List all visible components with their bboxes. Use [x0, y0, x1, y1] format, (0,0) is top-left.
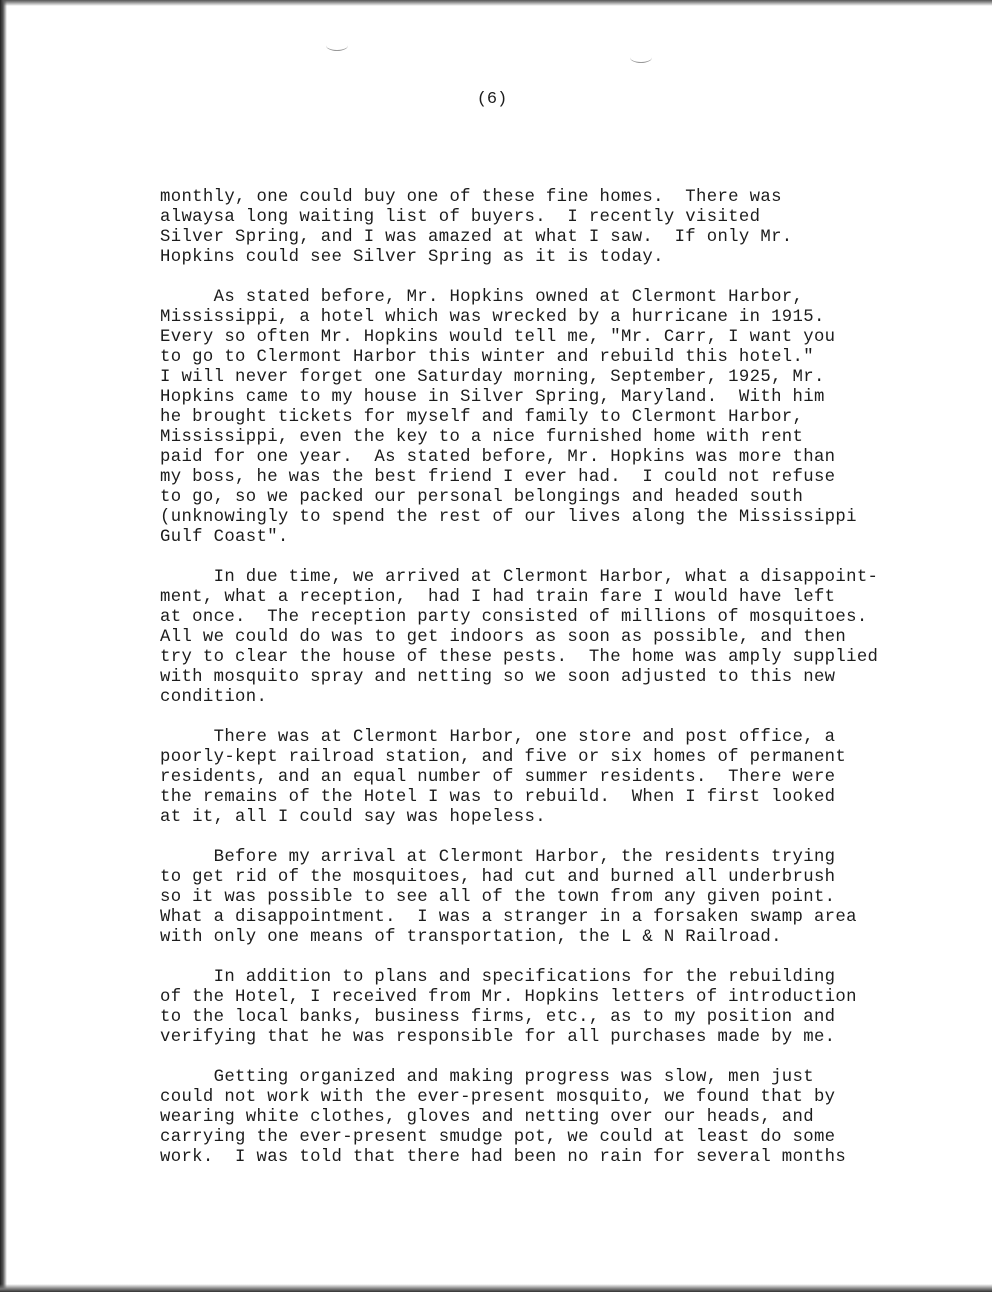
text-line: Mississippi, even the key to a nice furnished home with rent — [160, 428, 804, 447]
text-line: Every so often Mr. Hopkins would tell me, "Mr. Carr, I want you — [160, 328, 836, 347]
text-line: As stated before, Mr. Hopkins owned at Clermont Harbor, — [160, 288, 804, 307]
paragraph — [160, 568, 980, 708]
text-line: Hopkins came to my house in Silver Spring, Maryland. With him — [160, 388, 825, 407]
paragraph — [160, 848, 980, 948]
text-line: my boss, he was the best friend I ever had. I could not refuse — [160, 468, 836, 487]
text-line: with mosquito spray and netting so we soon adjusted to this new — [160, 668, 836, 687]
text-line: Getting organized and making progress was slow, men just — [160, 1068, 814, 1087]
text-line: to go to Clermont Harbor this winter and rebuild this hotel." — [160, 348, 814, 367]
paragraph — [160, 968, 980, 1048]
text-line: to the local banks, business firms, etc., as to my position and — [160, 1008, 836, 1027]
text-line: monthly, one could buy one of these fine homes. There was — [160, 188, 782, 207]
text-line: carrying the ever-present smudge pot, we could at least do some — [160, 1128, 836, 1147]
text-line: What a disappointment. I was a stranger in a forsaken swamp area — [160, 908, 857, 927]
text-line: alwaysa long waiting list of buyers. I recently visited — [160, 208, 761, 227]
paragraph — [160, 288, 980, 548]
text-line: paid for one year. As stated before, Mr. Hopkins was more than — [160, 448, 836, 467]
paragraph — [160, 1068, 980, 1168]
text-line: wearing white clothes, gloves and netting over our heads, and — [160, 1108, 814, 1127]
scan-mark — [326, 40, 348, 51]
text-line: of the Hotel, I received from Mr. Hopkins letters of introduction — [160, 988, 857, 1007]
text-line: In due time, we arrived at Clermont Harbor, what a disappoint- — [160, 568, 879, 587]
page-top-edge — [0, 0, 992, 6]
text-line: the remains of the Hotel I was to rebuild. When I first looked — [160, 788, 836, 807]
text-line: All we could do was to get indoors as soon as possible, and then — [160, 628, 847, 647]
text-line: Mississippi, a hotel which was wrecked by a hurricane in 1915. — [160, 308, 825, 327]
text-line: to get rid of the mosquitoes, had cut and burned all underbrush — [160, 868, 836, 887]
text-line: Gulf Coast". — [160, 528, 289, 547]
paragraph — [160, 188, 980, 268]
text-line: In addition to plans and specifications for the rebuilding — [160, 968, 836, 987]
text-line: Before my arrival at Clermont Harbor, the residents trying — [160, 848, 836, 867]
text-line: Hopkins could see Silver Spring as it is today. — [160, 248, 664, 267]
text-line: try to clear the house of these pests. The home was amply supplied — [160, 648, 879, 667]
text-line: condition. — [160, 688, 268, 707]
body-text — [160, 188, 980, 1188]
text-line: at once. The reception party consisted of millions of mosquitoes. — [160, 608, 868, 627]
paragraph — [160, 728, 980, 828]
text-line: residents, and an equal number of summer residents. There were — [160, 768, 836, 787]
page-bottom-edge — [0, 1284, 992, 1292]
text-line: I will never forget one Saturday morning, September, 1925, Mr. — [160, 368, 825, 387]
scan-mark — [630, 52, 652, 63]
text-line: poorly-kept railroad station, and five or six homes of permanent — [160, 748, 847, 767]
text-line: at it, all I could say was hopeless. — [160, 808, 546, 827]
page-number: (6) — [476, 90, 508, 109]
text-line: with only one means of transportation, the L & N Railroad. — [160, 928, 782, 947]
text-line: ment, what a reception, had I had train fare I would have left — [160, 588, 836, 607]
text-line: could not work with the ever-present mosquito, we found that by — [160, 1088, 836, 1107]
text-line: work. I was told that there had been no rain for several months — [160, 1148, 847, 1167]
text-line: There was at Clermont Harbor, one store and post office, a — [160, 728, 836, 747]
text-line: Silver Spring, and I was amazed at what I saw. If only Mr. — [160, 228, 793, 247]
text-line: he brought tickets for myself and family to Clermont Harbor, — [160, 408, 804, 427]
text-line: (unknowingly to spend the rest of our lives along the Mississippi — [160, 508, 857, 527]
page-left-edge — [0, 0, 7, 1292]
text-line: verifying that he was responsible for all purchases made by me. — [160, 1028, 836, 1047]
text-line: so it was possible to see all of the town from any given point. — [160, 888, 836, 907]
text-line: to go, so we packed our personal belongings and headed south — [160, 488, 804, 507]
